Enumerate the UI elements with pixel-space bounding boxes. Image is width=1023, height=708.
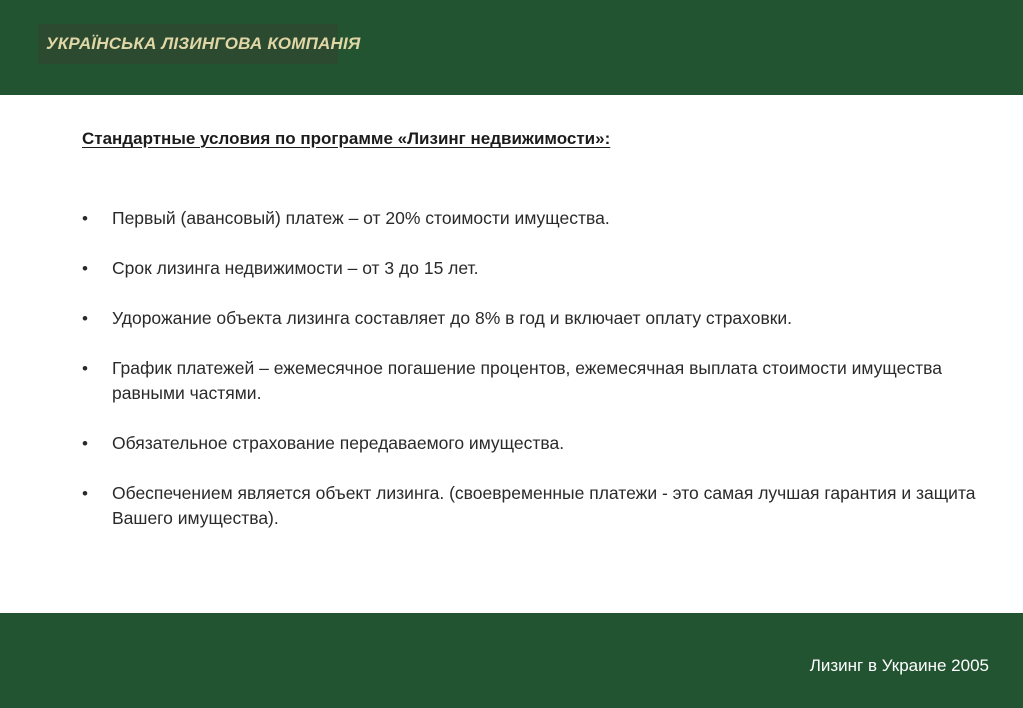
list-item: [82, 481, 982, 531]
slide-content: [0, 95, 1023, 613]
list-item-text: Обеспечением является объект лизинга. (своевременные платежи - это самая лучшая гарантия и защита Вашего имущества).: [112, 483, 976, 528]
page-title: Стандартные условия по программе «Лизинг недвижимости»:: [82, 129, 611, 148]
list-item: [82, 431, 982, 456]
logo-text: УКРАЇНСЬКА ЛІЗИНГОВА КОМПАНІЯ: [46, 34, 361, 53]
bullet-icon: •: [82, 309, 88, 328]
list-item: [82, 356, 982, 406]
header-bar: [0, 0, 1023, 95]
footer-bar: [0, 613, 1023, 708]
list-item-text: Обязательное страхование передаваемого имущества.: [112, 433, 565, 453]
list-item-text: График платежей – ежемесячное погашение процентов, ежемесячная выплата стоимости имущества равными частями.: [112, 358, 942, 403]
company-logo: [38, 24, 361, 64]
list-item-text: Срок лизинга недвижимости – от 3 до 15 лет.: [112, 258, 479, 278]
list-item: [82, 306, 982, 331]
list-item: [82, 256, 982, 281]
list-item-text: Удорожание объекта лизинга составляет до 8% в год и включает оплату страховки.: [112, 308, 793, 328]
bullet-icon: •: [82, 209, 88, 228]
list-item-text: Первый (авансовый) платеж – от 20% стоимости имущества.: [112, 208, 610, 228]
conditions-list: [82, 206, 982, 556]
footer-caption: Лизинг в Украине 2005: [809, 656, 989, 675]
bullet-icon: •: [82, 359, 88, 378]
bullet-icon: •: [82, 484, 88, 503]
bullet-icon: •: [82, 259, 88, 278]
bullet-icon: •: [82, 434, 88, 453]
list-item: [82, 206, 982, 231]
